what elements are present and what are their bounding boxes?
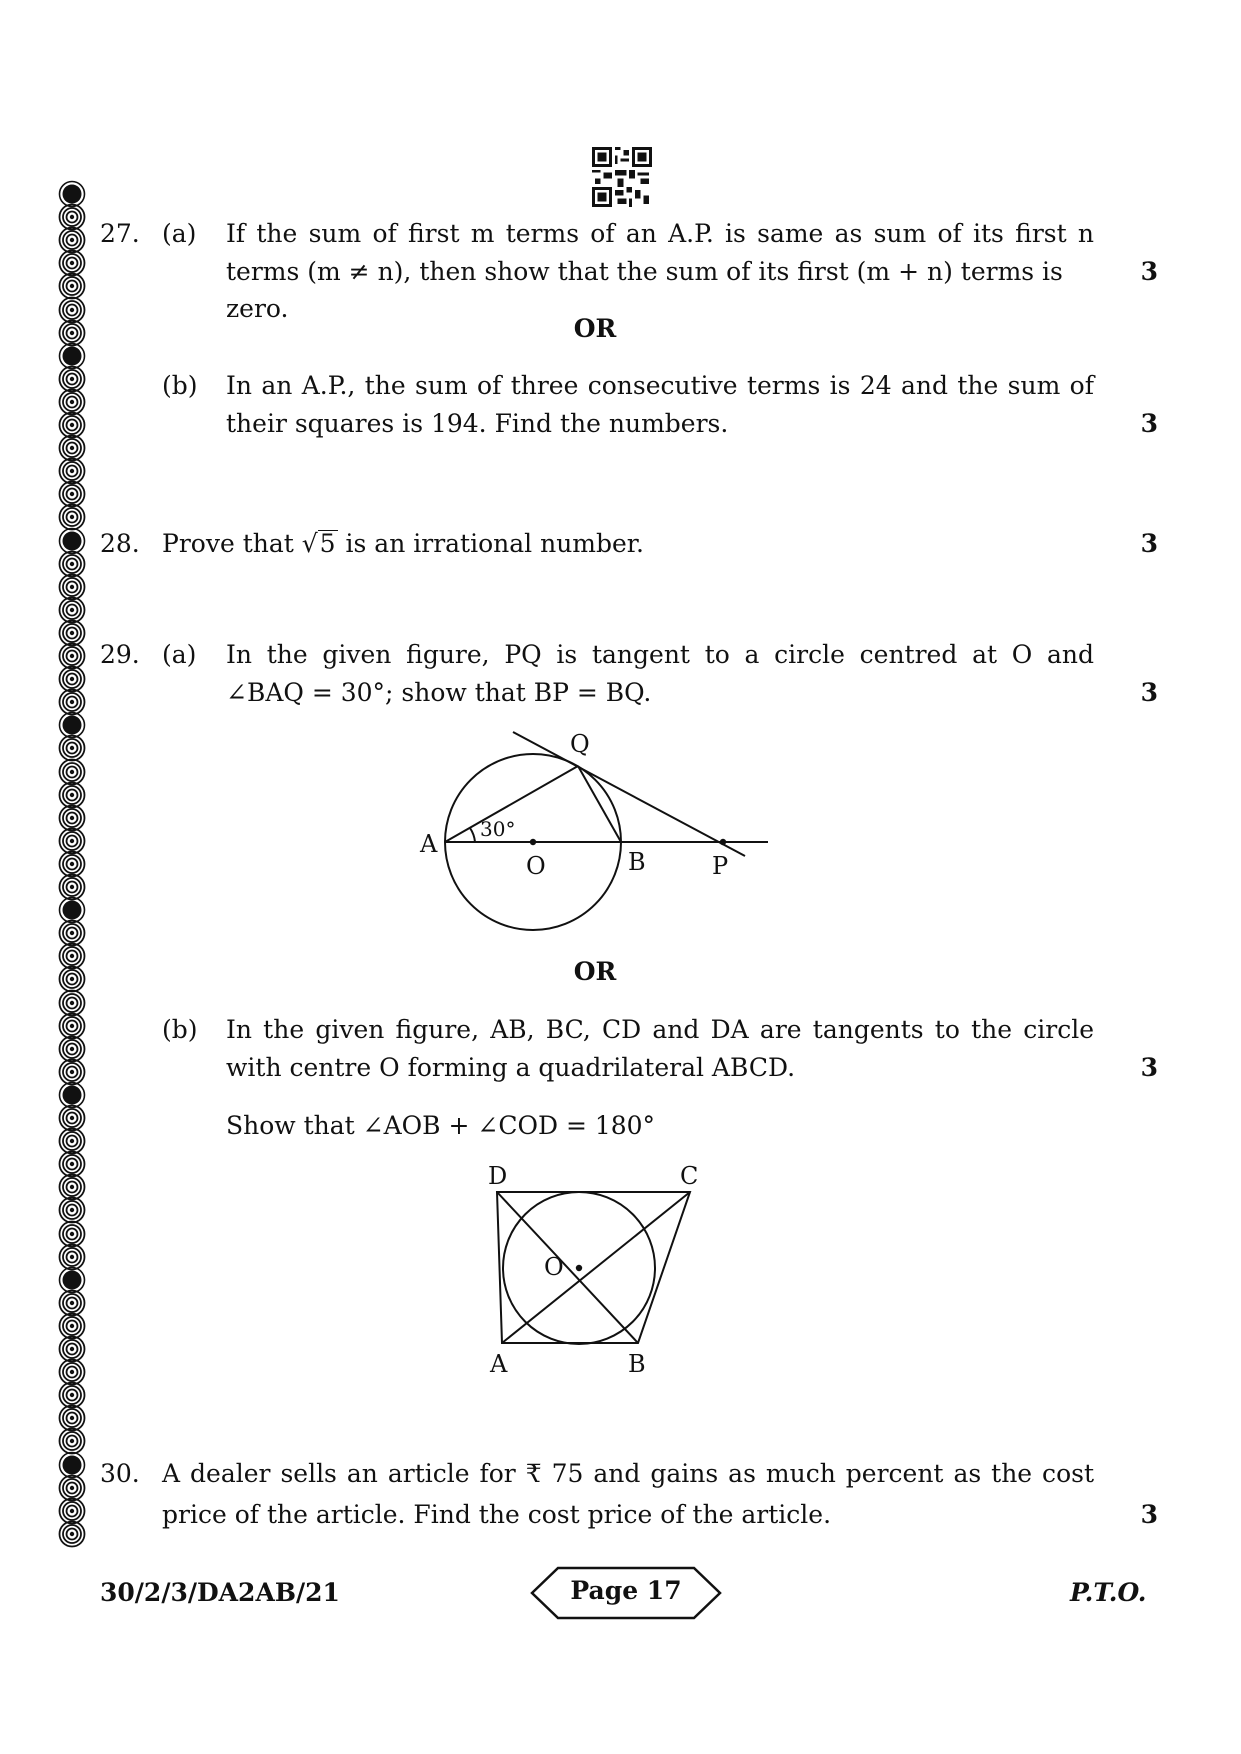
point-p: [720, 839, 726, 845]
label-b: B: [628, 848, 646, 876]
question-number: 28.: [100, 529, 140, 558]
question-text: A dealer sells an article for ₹ 75 and gains as much percent as the cost: [162, 1459, 1094, 1488]
question-number: 30.: [100, 1459, 140, 1488]
sub-label: (a): [162, 640, 197, 669]
tangent-line-pq: [513, 732, 745, 856]
text-pre: Prove that: [162, 529, 302, 558]
question-text: Show that ∠AOB + ∠COD = 180°: [226, 1111, 656, 1140]
label-o: O: [526, 852, 546, 880]
pto-label: P.T.O.: [1070, 1578, 1147, 1607]
label-angle: 30°: [480, 817, 516, 841]
circle-tangent-figure: [400, 718, 780, 940]
marks: 3: [1140, 257, 1158, 286]
concentric-ring-icon: [58, 1520, 86, 1548]
question-text: [162, 525, 644, 562]
question-number: 29.: [100, 640, 140, 669]
diagonal-oc: [502, 1192, 690, 1343]
question-text: their squares is 194. Find the numbers.: [226, 409, 729, 438]
question-text: In an A.P., the sum of three consecutive terms is 24 and the sum of: [226, 371, 1094, 400]
label-a: A: [420, 830, 438, 858]
centre-point-o: [530, 839, 536, 845]
page-number: Page 17: [570, 1576, 682, 1605]
marks: 3: [1140, 678, 1158, 707]
label-d: D: [488, 1162, 508, 1190]
sub-label: (b): [162, 371, 198, 400]
question-text: In the given figure, PQ is tangent to a circle centred at O and: [226, 640, 1094, 669]
label-c: C: [680, 1162, 699, 1190]
tangential-quadrilateral-figure: [480, 1158, 720, 1390]
centre-point-o: [576, 1265, 582, 1271]
or-separator: OR: [573, 957, 617, 986]
angle-arc: [470, 828, 475, 842]
label-o: O: [544, 1253, 564, 1281]
radical-sign: √: [301, 529, 318, 558]
question-text: price of the article. Find the cost price of the article.: [162, 1500, 832, 1529]
marks: 3: [1140, 409, 1158, 438]
label-q: Q: [570, 730, 590, 758]
question-text: terms (m ≠ n), then show that the sum of its first (m + n) terms is zero.: [226, 257, 1063, 323]
question-text: In the given figure, AB, BC, CD and DA are tangents to the circle: [226, 1015, 1094, 1044]
sub-label: (a): [162, 219, 197, 248]
qr-code-icon: [592, 147, 652, 207]
radicand: 5: [319, 529, 336, 558]
or-separator: OR: [573, 314, 617, 343]
text-post: is an irrational number.: [337, 529, 644, 558]
diagonal-ob: [497, 1192, 638, 1343]
question-text: ∠BAQ = 30°; show that BP = BQ.: [226, 678, 652, 707]
question-text: If the sum of first m terms of an A.P. is same as sum of its first n: [226, 219, 1094, 248]
label-p: P: [712, 852, 729, 880]
sqrt-expression: [302, 525, 338, 562]
marks: 3: [1140, 1053, 1158, 1082]
label-a: A: [490, 1350, 508, 1378]
label-b: B: [628, 1350, 646, 1378]
question-number: 27.: [100, 219, 140, 248]
sub-label: (b): [162, 1015, 198, 1044]
marks: 3: [1140, 1500, 1158, 1529]
paper-code: 30/2/3/DA2AB/21: [100, 1578, 340, 1607]
marks: 3: [1140, 529, 1158, 558]
question-text: with centre O forming a quadrilateral ABCD.: [226, 1053, 796, 1082]
